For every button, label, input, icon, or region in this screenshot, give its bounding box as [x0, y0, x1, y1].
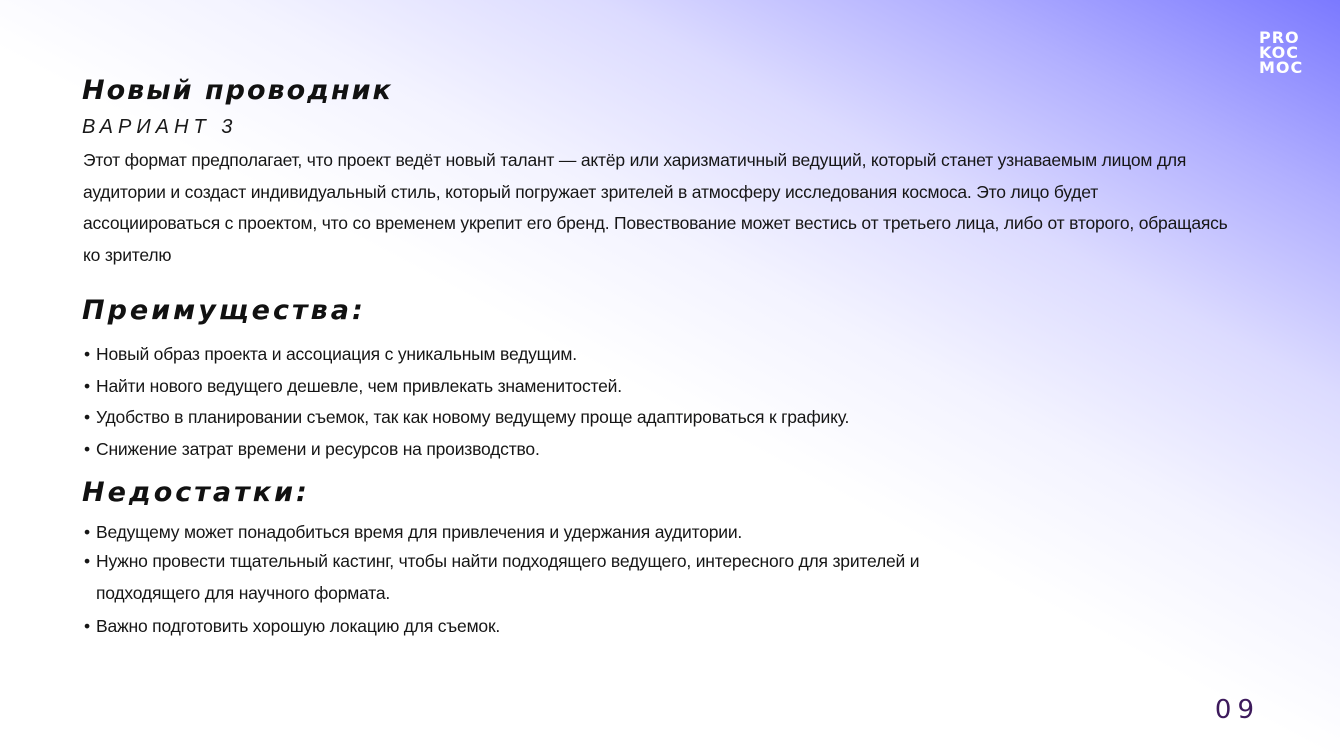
- page-number: 09: [1214, 695, 1260, 725]
- advantages-heading: Преимущества:: [82, 295, 366, 326]
- disadvantage-item: • Ведущему может понадобиться время для привлечения и удержания аудитории.: [84, 518, 984, 546]
- logo-line-3: MOC: [1259, 58, 1304, 77]
- disadvantage-item: • Важно подготовить хорошую локацию для съемок.: [84, 611, 984, 643]
- intro-paragraph: Этот формат предполагает, что проект ведёт новый талант — актёр или харизматичный ведущий, который станет узнаваемым лицом для аудитории и создаст индивидуальный стиль, который погружает зрителей в атмосферу исследования космоса. Это лицо будет ассоциироваться с проектом, что со временем укрепит его бренд. Повествование может вестись от третьего лица, либо от второго, обращаясь ко зрителю: [83, 150, 1228, 265]
- advantages-list: [84, 340, 1084, 467]
- advantage-item: • Найти нового ведущего дешевле, чем привлекать знаменитостей.: [84, 372, 1084, 404]
- disadvantages-heading: Недостатки:: [82, 477, 310, 508]
- disadvantage-item: • Нужно провести тщательный кастинг, чтобы найти подходящего ведущего, интересного для зрителей и подходящего для научного формата.: [84, 546, 984, 609]
- advantage-item: • Снижение затрат времени и ресурсов на производство.: [84, 435, 1084, 467]
- prokosmos-logo: [1259, 30, 1307, 75]
- disadvantages-list: [84, 518, 984, 645]
- advantage-item: • Удобство в планировании съемок, так как новому ведущему проще адаптироваться к графику.: [84, 403, 1084, 435]
- logo-line-1: PRO: [1259, 28, 1300, 47]
- logo-line-2: KOC: [1259, 43, 1300, 62]
- variant-subtitle: ВАРИАНТ 3: [82, 116, 238, 138]
- advantage-item: • Новый образ проекта и ассоциация с уникальным ведущим.: [84, 340, 1084, 372]
- slide-title: Новый проводник: [82, 75, 393, 106]
